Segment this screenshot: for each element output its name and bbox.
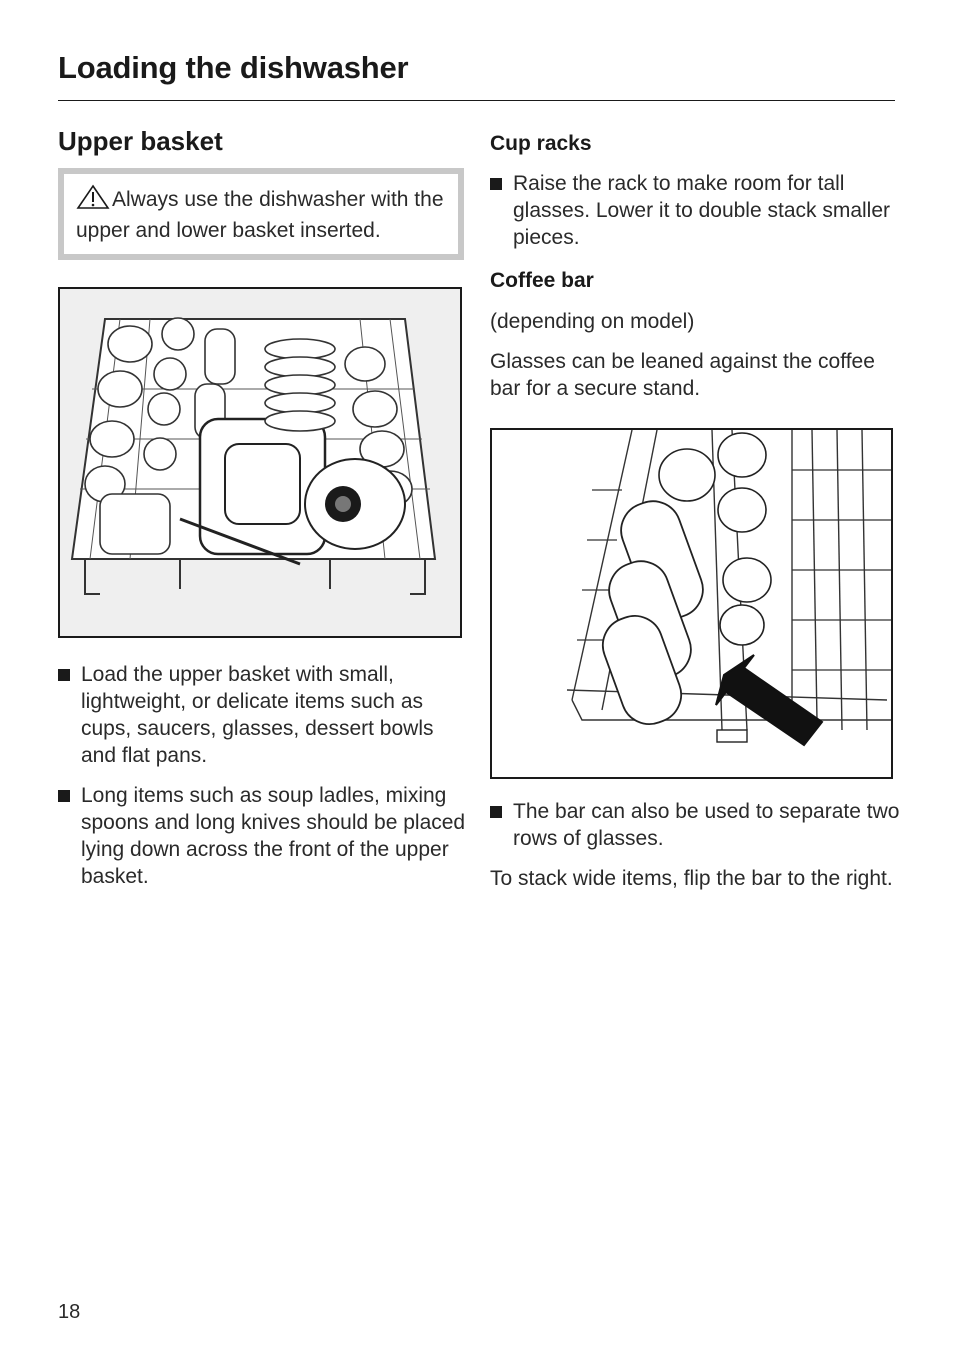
model-note: (depending on model) [490,310,695,333]
coffee-bar-description: Glasses can be leaned against the coffee bar for a secure stand. [490,350,875,400]
warning-text: Always use the dishwasher with the upper and lower basket inserted. [76,188,444,242]
section-heading-upper-basket: Upper basket [58,126,223,156]
page-title: Loading the dishwasher [58,50,409,85]
bullet-square-icon [58,669,70,681]
warning-triangle-icon [76,184,110,217]
title-divider [58,100,895,101]
coffee-bar-arrow-illustration [490,428,893,779]
coffee-bar-closing: To stack wide items, flip the bar to the right. [490,867,893,890]
upper-basket-loaded-illustration [58,287,462,638]
list-item: Raise the rack to make room for tall glasses. Lower it to double stack smaller pieces. [490,170,900,251]
cup-racks-bullet-list [490,170,900,251]
coffee-bar-bullet-list [490,798,900,852]
left-column [58,122,468,903]
sub-heading-coffee-bar: Coffee bar [490,269,594,292]
bullet-square-icon [58,790,70,802]
upper-basket-bullet-list [58,661,468,890]
right-column [490,122,900,890]
sub-heading-cup-racks: Cup racks [490,132,592,155]
warning-box [58,168,464,260]
page-number: 18 [58,1301,81,1323]
list-item: The bar can also be used to separate two rows of glasses. [490,798,900,852]
list-item: Long items such as soup ladles, mixing spoons and long knives should be placed lying down across the front of the upper basket. [58,782,468,890]
warning-content [64,174,458,254]
list-item: Load the upper basket with small, lightweight, or delicate items such as cups, saucers, glasses, dessert bowls and flat pans. [58,661,468,769]
bullet-square-icon [490,178,502,190]
bullet-square-icon [490,806,502,818]
